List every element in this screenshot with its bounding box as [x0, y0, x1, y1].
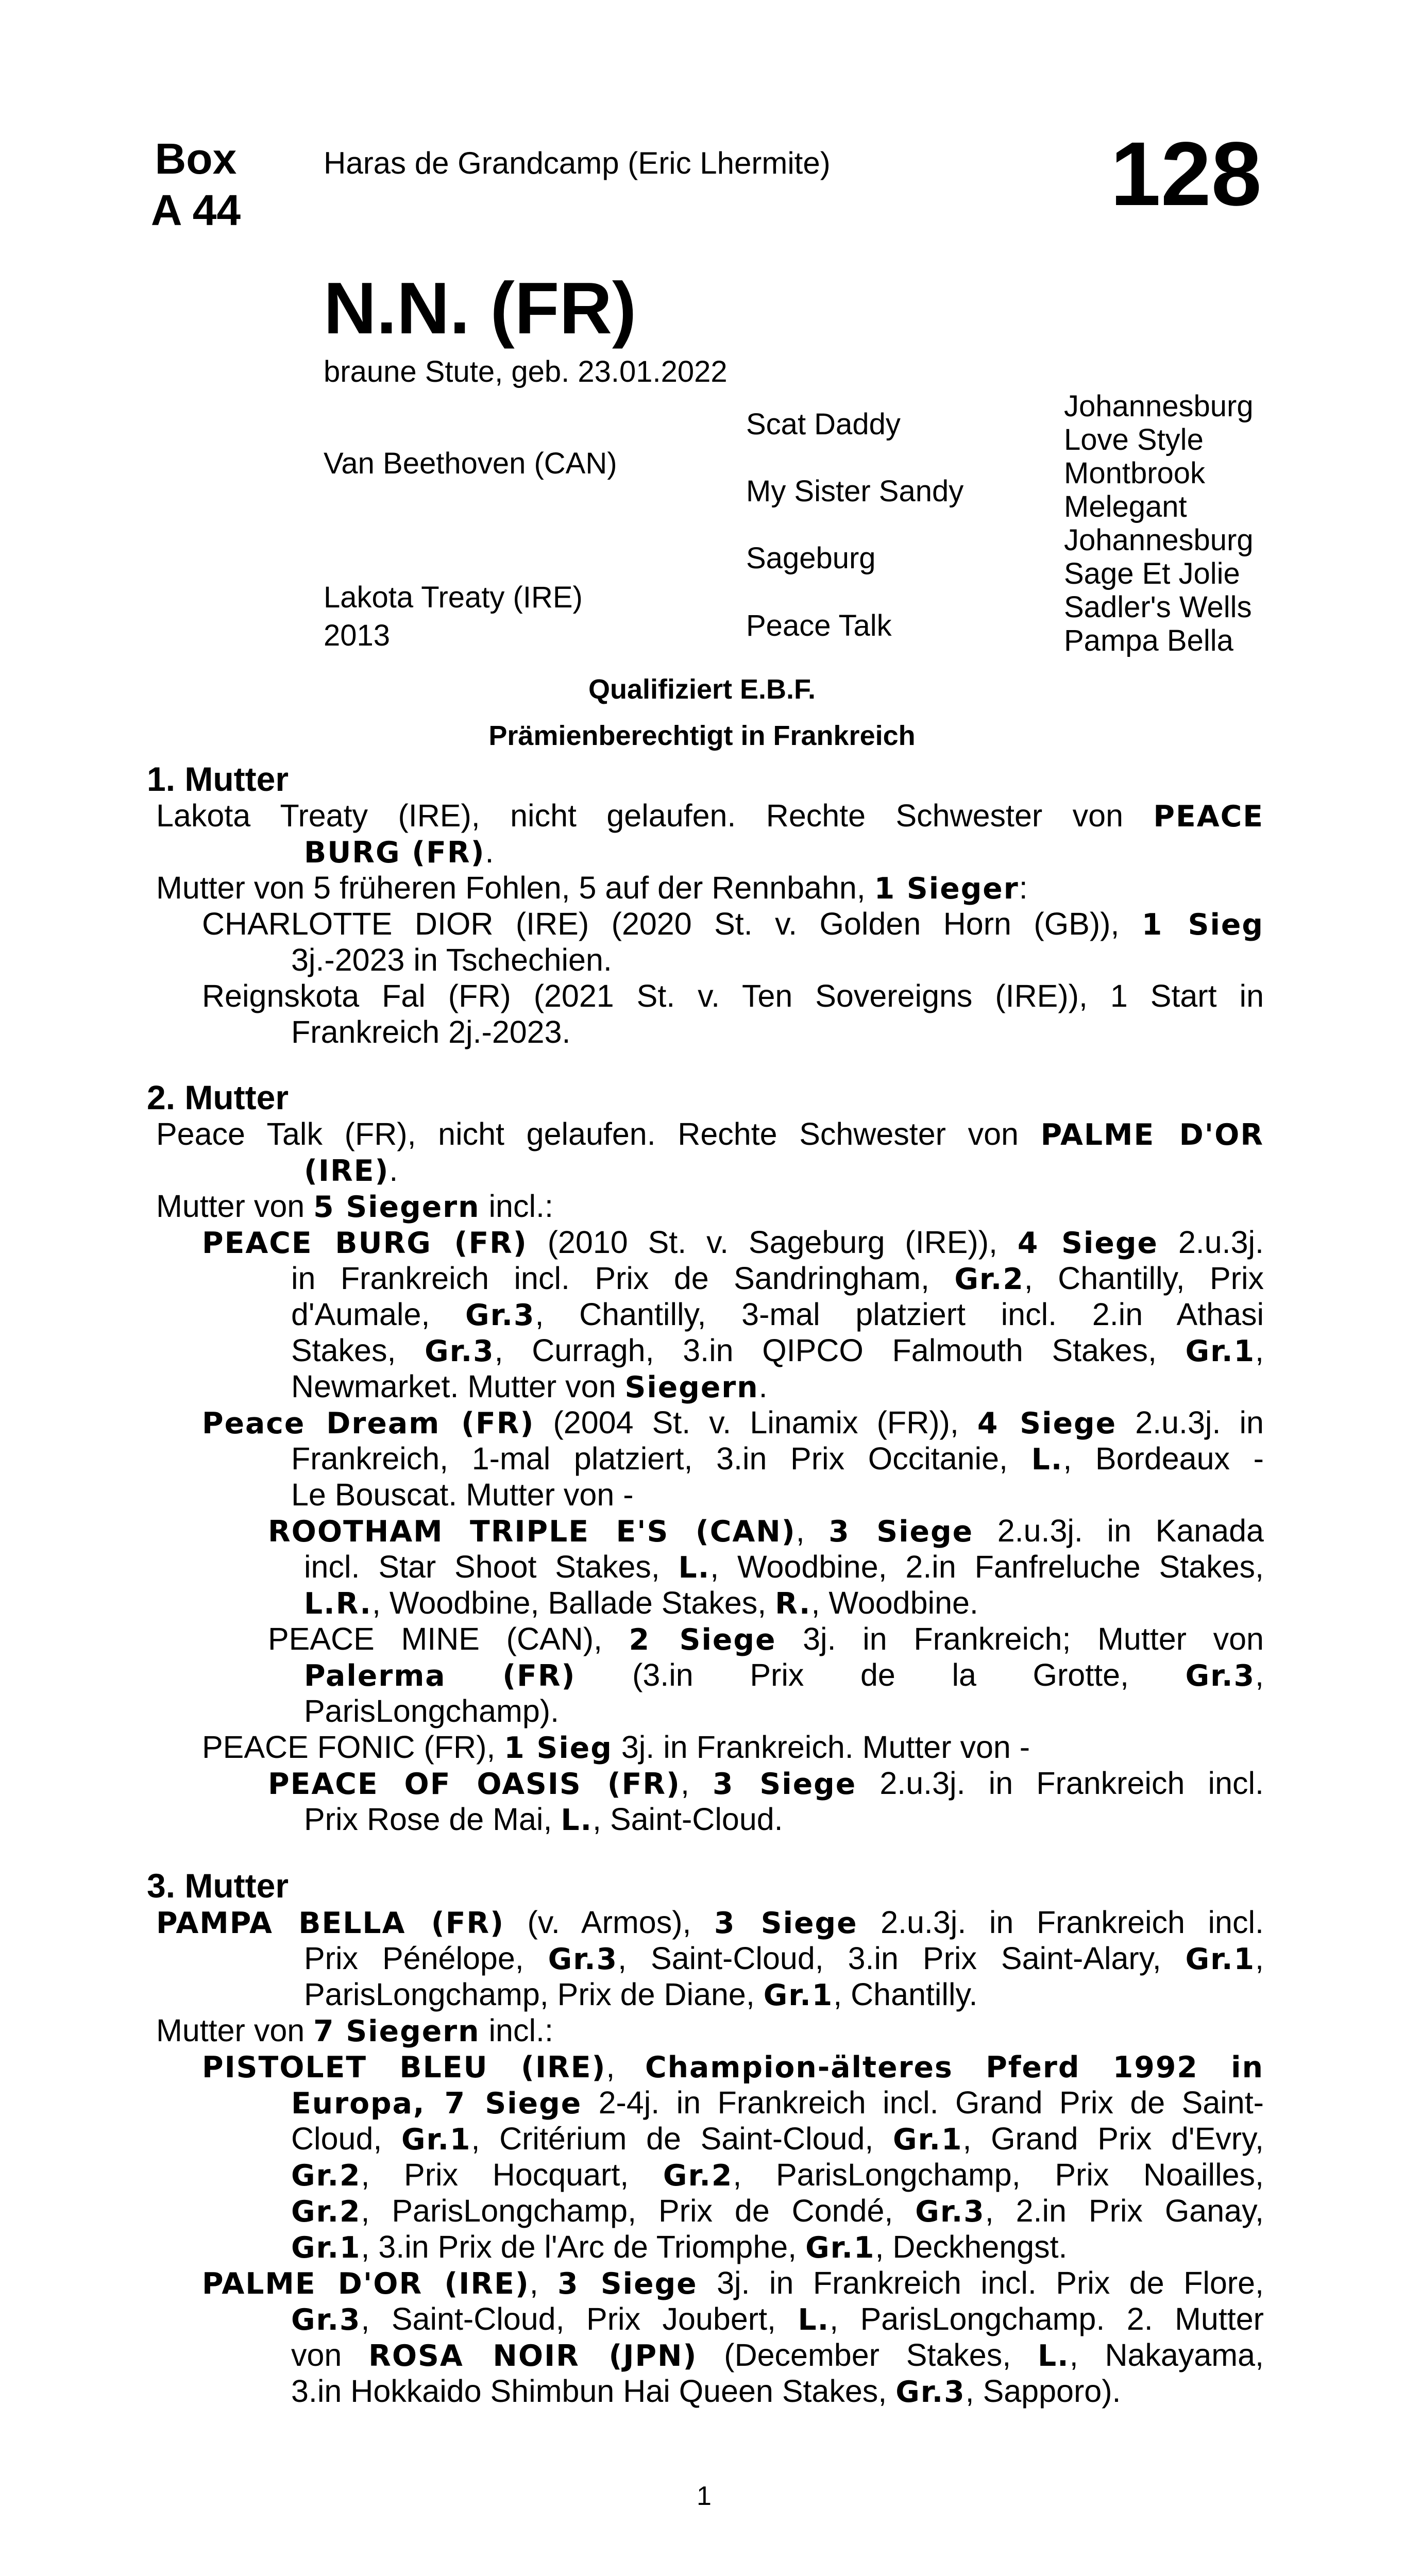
first-dam-line: 3j.-2023 in Tschechien. — [291, 942, 612, 977]
great-grandparent: Johannesburg — [1064, 523, 1254, 557]
qualification-ebf: Qualifiziert E.B.F. — [588, 674, 816, 705]
first-dam-heading: 1. Mutter — [147, 760, 289, 798]
third-dam-line: Gr.2, Prix Hocquart, Gr.2, ParisLongchamp, Prix Noailles, — [291, 2157, 1264, 2193]
page-number: 1 — [697, 2481, 712, 2511]
great-grandparent: Sadler's Wells — [1064, 590, 1252, 624]
second-dam-line: Le Bouscat. Mutter von - — [291, 1477, 634, 1512]
second-dam-line: PEACE FONIC (FR), 1 Sieg 3j. in Frankreich. Mutter von - — [202, 1730, 1030, 1765]
great-grandparent: Sage Et Jolie — [1064, 557, 1240, 590]
first-dam-line: BURG (FR). — [304, 834, 494, 870]
second-dam-line: incl. Star Shoot Stakes, L., Woodbine, 2.in Fanfreluche Stakes, — [304, 1549, 1264, 1585]
second-dam-line: (IRE). — [304, 1153, 398, 1188]
third-dam-line: Gr.3, Saint-Cloud, Prix Joubert, L., ParisLongchamp. 2. Mutter — [291, 2301, 1264, 2337]
second-dam-line: Newmarket. Mutter von Siegern. — [291, 1369, 768, 1404]
third-dam-line: Gr.2, ParisLongchamp, Prix de Condé, Gr.3, 2.in Prix Ganay, — [291, 2193, 1264, 2229]
second-dam-line: Stakes, Gr.3, Curragh, 3.in QIPCO Falmouth Stakes, Gr.1, — [291, 1333, 1264, 1368]
dam: Lakota Treaty (IRE) — [324, 581, 583, 614]
dam-sire: Sageburg — [746, 541, 876, 575]
second-dam-line: Frankreich, 1-mal platziert, 3.in Prix Occitanie, L., Bordeaux - — [291, 1441, 1264, 1477]
second-dam-line: Peace Dream (FR) (2004 St. v. Linamix (FR)), 4 Siege 2.u.3j. in — [202, 1405, 1264, 1440]
lot-number: 128 — [1110, 124, 1262, 225]
first-dam-line: Reignskota Fal (FR) (2021 St. v. Ten Sovereigns (IRE)), 1 Start in — [202, 978, 1264, 1013]
third-dam-line: von ROSA NOIR (JPN) (December Stakes, L., Nakayama, — [291, 2337, 1264, 2373]
second-dam-line: Mutter von 5 Siegern incl.: — [156, 1189, 553, 1224]
first-dam-line: Frankreich 2j.-2023. — [291, 1014, 571, 1049]
horse-description: braune Stute, geb. 23.01.2022 — [324, 355, 728, 388]
second-dam-line: in Frankreich incl. Prix de Sandringham, Gr.2, Chantilly, Prix — [291, 1261, 1264, 1296]
third-dam-line: 3.in Hokkaido Shimbun Hai Queen Stakes, Gr.3, Sapporo). — [291, 2374, 1121, 2409]
second-dam-line: PEACE BURG (FR) (2010 St. v. Sageburg (IRE)), 4 Siege 2.u.3j. — [202, 1225, 1264, 1260]
great-grandparent: Pampa Bella — [1064, 624, 1233, 657]
second-dam-heading: 2. Mutter — [147, 1078, 289, 1116]
box-number: A 44 — [150, 186, 241, 234]
third-dam-line: Mutter von 7 Siegern incl.: — [156, 2013, 553, 2048]
third-dam-line: Cloud, Gr.1, Critérium de Saint-Cloud, Gr.1, Grand Prix d'Evry, — [291, 2121, 1264, 2157]
third-dam-line: PALME D'OR (IRE), 3 Siege 3j. in Frankreich incl. Prix de Flore, — [202, 2265, 1264, 2301]
great-grandparent: Melegant — [1064, 490, 1187, 523]
sire: Van Beethoven (CAN) — [324, 447, 617, 480]
great-grandparent: Love Style — [1064, 423, 1204, 456]
sire-dam: My Sister Sandy — [746, 474, 964, 508]
breeder: Haras de Grandcamp (Eric Lhermite) — [324, 146, 831, 180]
horse-name: N.N. (FR) — [324, 267, 637, 349]
second-dam-line: ParisLongchamp). — [304, 1693, 560, 1728]
second-dam-line: d'Aumale, Gr.3, Chantilly, 3-mal platziert incl. 2.in Athasi — [291, 1297, 1264, 1332]
second-dam-line: ROOTHAM TRIPLE E'S (CAN), 3 Siege 2.u.3j. in Kanada — [268, 1513, 1264, 1549]
third-dam-line: Gr.1, 3.in Prix de l'Arc de Triomphe, Gr.1, Deckhengst. — [291, 2229, 1068, 2265]
second-dam-line: Prix Rose de Mai, L., Saint-Cloud. — [304, 1802, 783, 1837]
first-dam-line: Lakota Treaty (IRE), nicht gelaufen. Rechte Schwester von PEACE — [156, 798, 1264, 834]
dam-dam: Peace Talk — [746, 609, 892, 642]
great-grandparent: Montbrook — [1064, 456, 1206, 490]
first-dam-line: CHARLOTTE DIOR (IRE) (2020 St. v. Golden Horn (GB)), 1 Sieg — [202, 906, 1264, 942]
second-dam-line: PEACE OF OASIS (FR), 3 Siege 2.u.3j. in Frankreich incl. — [268, 1766, 1264, 1801]
third-dam-line: ParisLongchamp, Prix de Diane, Gr.1, Chantilly. — [304, 1977, 978, 2012]
great-grandparent: Johannesburg — [1064, 389, 1254, 423]
second-dam-line: Palerma (FR) (3.in Prix de la Grotte, Gr.3, — [304, 1657, 1264, 1693]
second-dam-line: L.R., Woodbine, Ballade Stakes, R., Woodbine. — [304, 1585, 978, 1621]
second-dam-line: Peace Talk (FR), nicht gelaufen. Rechte Schwester von PALME D'OR — [156, 1116, 1264, 1152]
qualification-france: Prämienberechtigt in Frankreich — [488, 720, 916, 751]
third-dam-heading: 3. Mutter — [147, 1867, 289, 1905]
third-dam-line: PAMPA BELLA (FR) (v. Armos), 3 Siege 2.u.3j. in Frankreich incl. — [156, 1905, 1264, 1940]
third-dam-line: Prix Pénélope, Gr.3, Saint-Cloud, 3.in Prix Saint-Alary, Gr.1, — [304, 1941, 1264, 1976]
second-dam-line: PEACE MINE (CAN), 2 Siege 3j. in Frankreich; Mutter von — [268, 1621, 1264, 1657]
third-dam-line: PISTOLET BLEU (IRE), Champion-älteres Pferd 1992 in — [202, 2049, 1264, 2084]
sire-sire: Scat Daddy — [746, 408, 901, 441]
box-label: Box — [155, 134, 237, 183]
dam-year: 2013 — [324, 619, 391, 652]
first-dam-line: Mutter von 5 früheren Fohlen, 5 auf der Rennbahn, 1 Sieger: — [156, 870, 1028, 906]
third-dam-line: Europa, 7 Siege 2-4j. in Frankreich incl. Grand Prix de Saint- — [291, 2085, 1264, 2121]
